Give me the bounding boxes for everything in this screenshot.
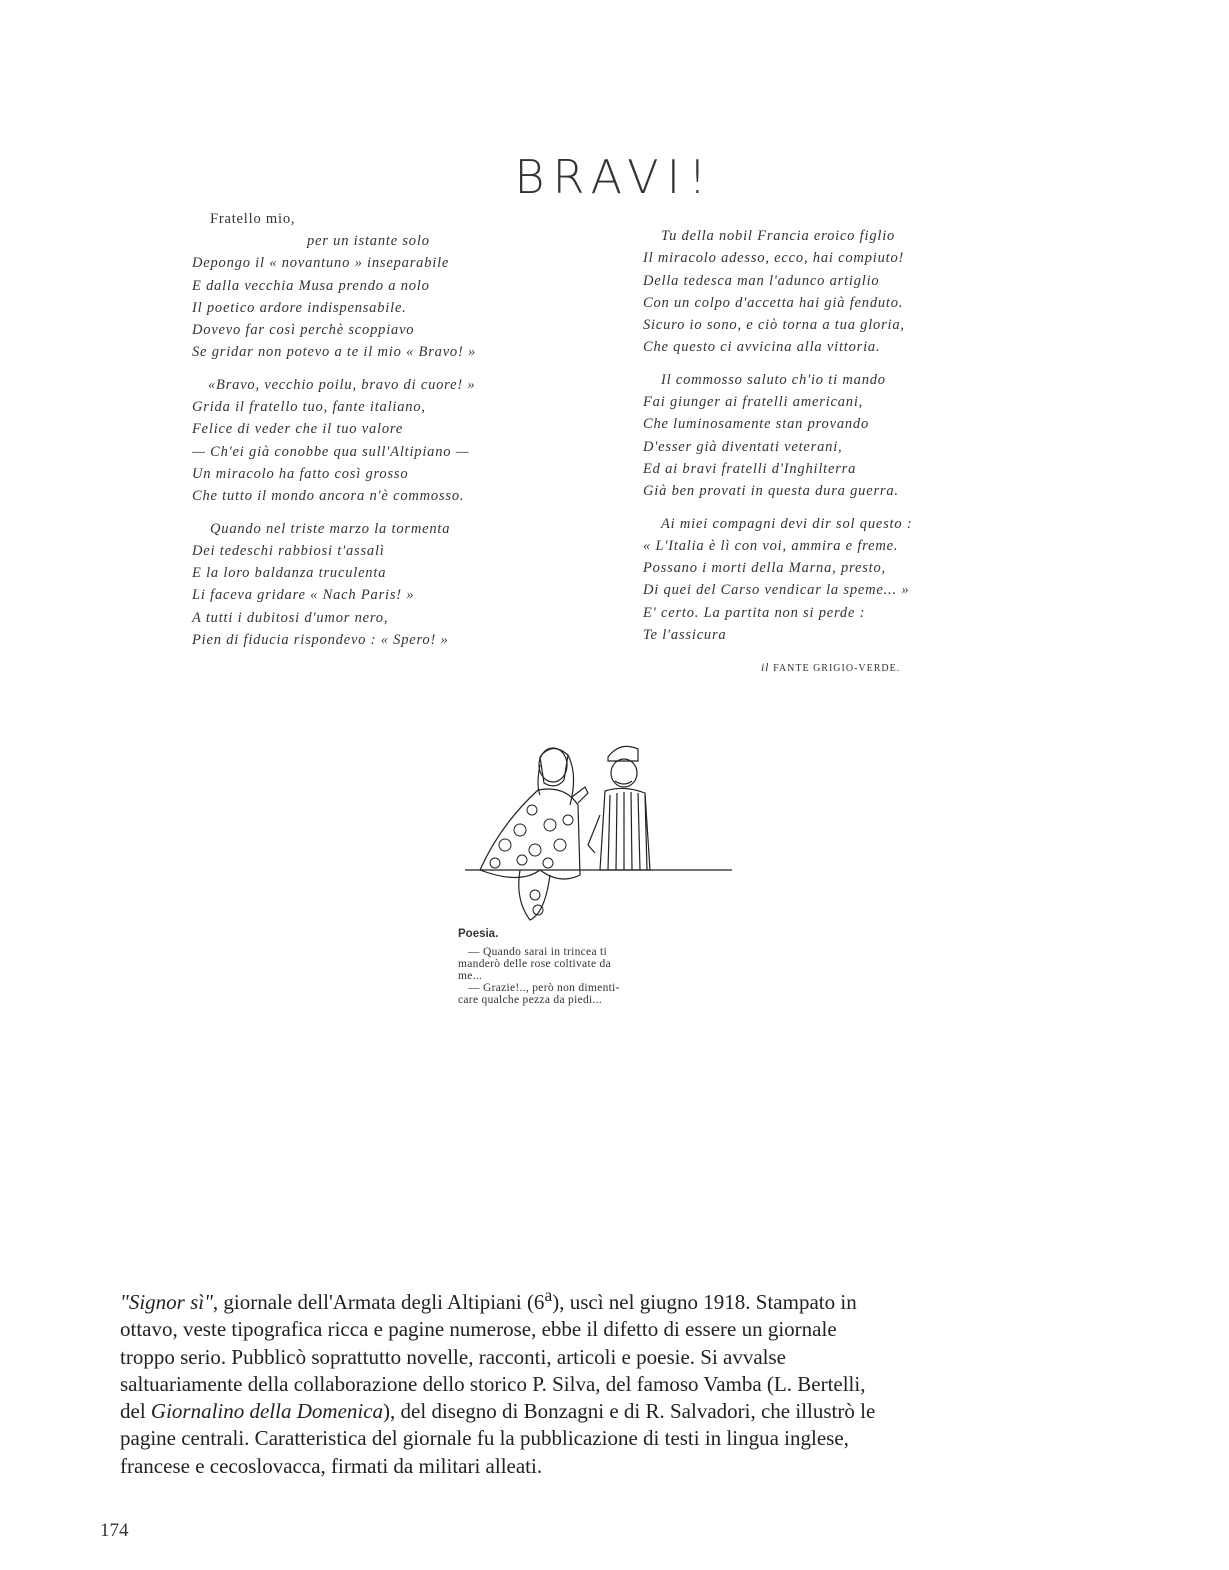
verse-line: Depongo il « novantuno » inseparabile [192,255,450,272]
poem-opening: Fratello mio, [210,211,296,227]
caption-line: manderò delle rose coltivate da [458,958,611,970]
verse-line: Il poetico ardore indispensabile. [192,299,407,316]
stanza-6 [643,513,1023,647]
verse-line: — Ch'ei già conobbe qua sull'Altipiano — [192,443,470,460]
cartoon-caption [458,928,730,1006]
publication-name: Giornalino della Domenica [150,1399,384,1424]
cartoon-illustration [460,735,742,925]
text-span: , giornale dell'Armata degli Altipiani (6 [212,1290,545,1314]
verse-line: « L'Italia è lì con voi, ammira e freme. [643,537,899,554]
verse-line: A tutti i dubitosi d'umor nero, [192,609,389,626]
verse-line: Che tutto il mondo ancora n'è commosso. [192,488,465,505]
verse-line: Della tedesca man l'adunco artiglio [643,272,880,289]
signature-name: FANTE GRIGIO-VERDE. [773,663,901,675]
poem-column-right [643,225,1023,678]
stanza-1 [192,230,572,364]
verse-line: Già ben provati in questa dura guerra. [643,483,899,500]
signature-prefix: il [761,660,770,675]
poem-title: BRAVI! [514,150,715,204]
verse-line: E' certo. La partita non si perde : [643,604,866,621]
verse-line: Ed ai bravi fratelli d'Inghilterra [643,460,857,477]
paragraph-line: pagine centrali. Caratteristica del giornale fu la pubblicazione di testi in lingua inglese, [120,1426,849,1451]
verse-line: Ai miei compagni devi dir sol questo : [661,515,913,532]
verse-line: Dei tedeschi rabbiosi t'assalì [192,542,385,559]
verse-line: Il miracolo adesso, ecco, hai compiuto! [643,250,905,267]
text-span: ), uscì nel giugno 1918. Stampato in [552,1290,857,1314]
verse-line: Grida il fratello tuo, fante italiano, [192,399,426,416]
page-number: 174 [100,1520,129,1541]
verse-line: Pien di fiducia rispondevo : « Spero! » [192,632,449,649]
verse-line: Li faceva gridare « Nach Paris! » [192,587,415,604]
verse-line: D'esser già diventati veterani, [643,438,843,455]
text-span: ), del disegno di Bonzagni e di R. Salvadori, che illustrò le [383,1399,876,1424]
caption-title: Poesia. [458,928,499,940]
text-span: del [120,1399,151,1424]
stanza-4 [643,225,1023,359]
poem-signature [761,656,1023,678]
verse-line: Dovevo far così perchè scoppiavo [192,322,415,339]
verse-line: Se gridar non potevo a te il mio « Bravo! » [192,344,477,361]
paragraph-line: francese e cecoslovacca, firmati da militari alleati. [120,1453,543,1478]
caption-line: — Quando sarai in trincea ti [468,946,608,958]
stanza-3 [192,518,572,652]
paragraph-line: troppo serio. Pubblicò soprattutto novelle, racconti, articoli e poesie. Si avvalse [120,1344,787,1369]
verse-line: «Bravo, vecchio poilu, bravo di cuore! » [208,376,476,393]
verse-line: Te l'assicura [643,627,727,644]
verse-line: Un miracolo ha fatto così grosso [192,465,409,482]
verse-line: E la loro baldanza truculenta [192,565,387,582]
verse-line: Con un colpo d'accetta hai già fenduto. [643,294,904,311]
caption-line: — Grazie!.., però non dimenti- [468,982,620,994]
superscript: a [544,1285,553,1305]
verse-line: Di quei del Carso vendicar la speme... » [643,582,910,599]
stanza-2 [192,374,572,508]
paragraph-line [120,1398,1110,1425]
verse-line: Il commosso saluto ch'io ti mando [661,371,886,388]
verse-line: Felice di veder che il tuo valore [192,421,404,438]
verse-line: E dalla vecchia Musa prendo a nolo [192,277,430,294]
newspaper-name: "Signor sì" [120,1290,213,1314]
verse-line: Quando nel triste marzo la tormenta [210,520,451,537]
verse-line: Che questo ci avvicina alla vittoria. [643,339,881,356]
paragraph-line: ottavo, veste tipografica ricca e pagine numerose, ebbe il difetto di essere un giornale [120,1317,837,1342]
caption-line: me... [458,970,483,982]
verse-line: Possano i morti della Marna, presto, [643,560,886,577]
verse-line: Sicuro io sono, e ciò torna a tua gloria, [643,317,905,334]
verse-line: per un istante solo [307,233,430,249]
paragraph-line [120,1282,1110,1316]
stanza-5 [643,369,1023,503]
poem-column-left [192,208,572,661]
caption-line: care qualche pezza da piedi... [458,994,603,1006]
paragraph-line: saltuariamente della collaborazione dello storico P. Silva, del famoso Vamba (L. Bertelli, [120,1371,866,1396]
verse-line: Tu della nobil Francia eroico figlio [661,228,896,244]
description-paragraph [120,1282,1110,1480]
verse-line: Che luminosamente stan provando [643,416,870,433]
verse-line: Fai giunger ai fratelli americani, [643,394,864,411]
